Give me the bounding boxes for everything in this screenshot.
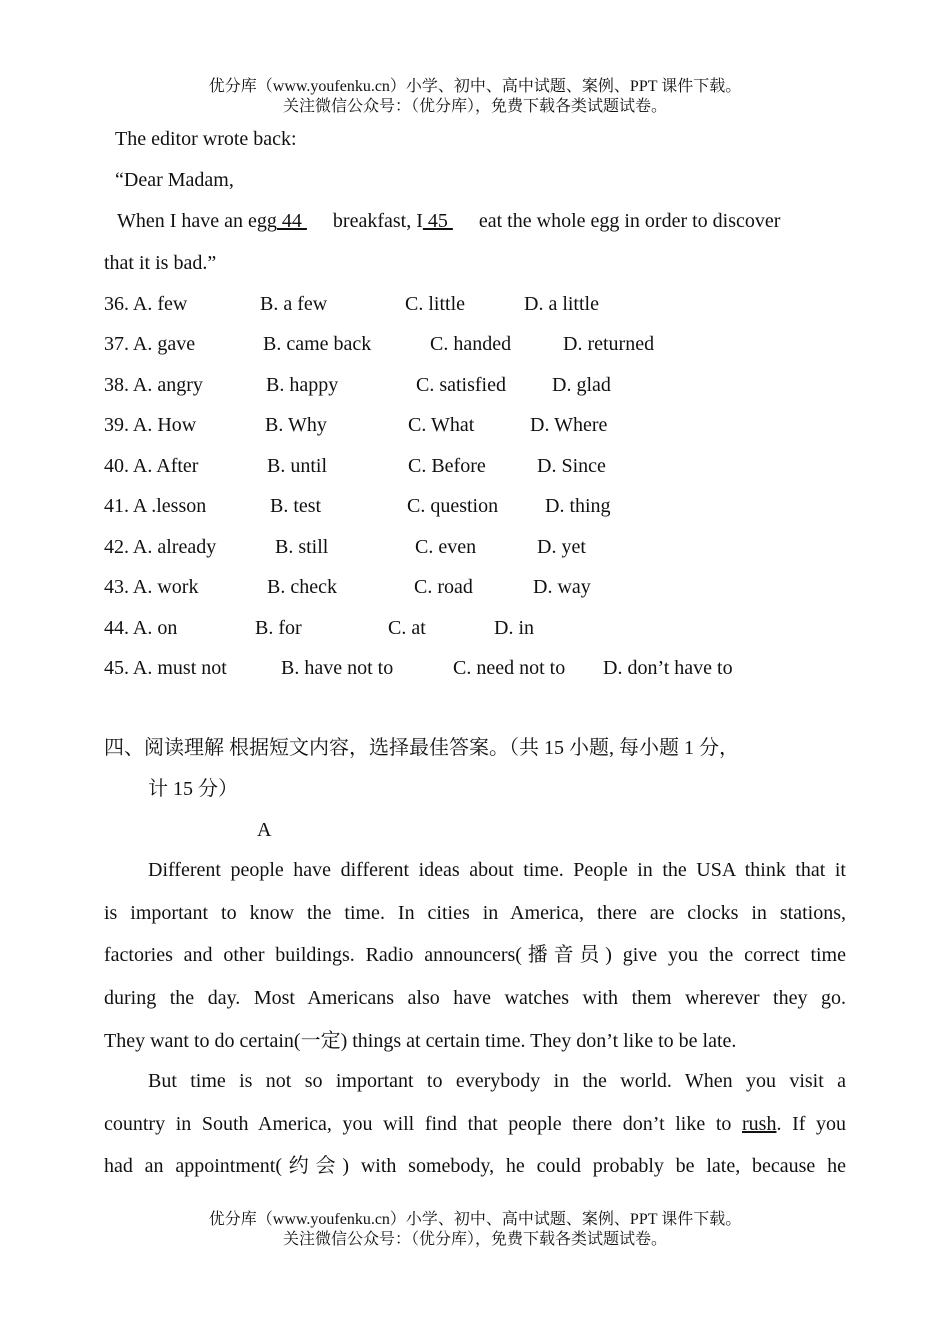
passage-label: A (257, 819, 272, 841)
question-43-a: 43. A. work (104, 576, 199, 598)
page-header-line1: 优分库（www.youfenku.cn）小学、初中、高中试题、案例、PPT 课件下载。 (208, 78, 742, 95)
question-36-d: D. a little (524, 293, 599, 315)
passage-p1-line2: is important to know the time. In cities in America, there are clocks in stations, (104, 902, 846, 924)
letter-salutation: “Dear Madam, (115, 169, 234, 191)
passage-p1-line4: during the day. Most Americans also have watches with them wherever they go. (104, 987, 846, 1009)
blank-45: 45 (422, 210, 453, 232)
question-44-b: B. for (255, 617, 302, 639)
question-44-a: 44. A. on (104, 617, 178, 639)
passage-p1-line1: Different people have different ideas about time. People in the USA think that it (148, 859, 846, 881)
question-45-c: C. need not to (453, 657, 566, 679)
letter-line1-part-a: When I have an egg (117, 210, 277, 232)
question-39-b: B. Why (265, 414, 327, 436)
section-4-title-cont: 计 15 分） (148, 778, 238, 800)
letter-line1 (117, 209, 780, 233)
question-40-b: B. until (267, 455, 328, 477)
question-45-a: 45. A. must not (104, 657, 227, 679)
question-41-d: D. thing (545, 495, 611, 517)
letter-line1-part-c: eat the whole egg in order to discover (478, 210, 781, 232)
question-41-a: 41. A .lesson (104, 495, 207, 517)
question-42-c: C. even (415, 536, 477, 558)
passage-p1-line5: They want to do certain(一定) things at certain time. They don’t like to be late. (104, 1030, 737, 1052)
letter-line1-part-b: breakfast, I (332, 210, 423, 232)
question-42-a: 42. A. already (104, 536, 217, 558)
question-36-c: C. little (405, 293, 465, 315)
question-39-d: D. Where (530, 414, 608, 436)
question-42-d: D. yet (537, 536, 586, 558)
page-footer-line2: 关注微信公众号：（优分库），免费下载各类试题试卷。 (282, 1231, 667, 1248)
question-44-c: C. at (388, 617, 426, 639)
question-42-b: B. still (275, 536, 329, 558)
passage-p1-line3: factories and other buildings. Radio announcers(播音员) give you the correct time (104, 944, 846, 966)
question-43-d: D. way (533, 576, 591, 598)
blank-44: 44 (276, 210, 307, 232)
question-44-d: D. in (494, 617, 534, 639)
question-41-c: C. question (407, 495, 499, 517)
section-4-title: 四、阅读理解 根据短文内容，选择最佳答案。（共 15 小题, 每小题 1 分， (104, 737, 739, 759)
question-37-b: B. came back (263, 333, 372, 355)
underlined-word-rush: rush (742, 1113, 777, 1135)
passage-p2-line3: had an appointment(约会) with somebody, he could probably be late, because he (104, 1155, 846, 1177)
question-40-c: C. Before (408, 455, 486, 477)
question-41-b: B. test (270, 495, 322, 517)
page-header-line2: 关注微信公众号：（优分库），免费下载各类试题试卷。 (282, 98, 667, 115)
question-43-b: B. check (267, 576, 337, 598)
letter-intro: The editor wrote back: (115, 128, 297, 150)
question-45-d: D. don’t have to (603, 657, 733, 679)
question-39-a: 39. A. How (104, 414, 197, 436)
question-43-c: C. road (414, 576, 473, 598)
letter-line2: that it is bad.” (104, 252, 217, 274)
passage-p2-line1: But time is not so important to everybody in the world. When you visit a (148, 1070, 846, 1092)
question-37-d: D. returned (563, 333, 655, 355)
passage-p2-line2: country in South America, you will find that people there don’t like to rush. If you (104, 1113, 846, 1135)
question-37-c: C. handed (430, 333, 512, 355)
page-footer-line1: 优分库（www.youfenku.cn）小学、初中、高中试题、案例、PPT 课件下载。 (208, 1211, 742, 1228)
question-36-b: B. a few (260, 293, 328, 315)
question-40-d: D. Since (537, 455, 606, 477)
question-40-a: 40. A. After (104, 455, 199, 477)
question-38-b: B. happy (266, 374, 339, 396)
question-38-a: 38. A. angry (104, 374, 203, 396)
question-37-a: 37. A. gave (104, 333, 196, 355)
question-39-c: C. What (408, 414, 475, 436)
question-38-c: C. satisfied (416, 374, 506, 396)
question-45-b: B. have not to (281, 657, 394, 679)
question-38-d: D. glad (552, 374, 611, 396)
question-36-a: 36. A. few (104, 293, 188, 315)
